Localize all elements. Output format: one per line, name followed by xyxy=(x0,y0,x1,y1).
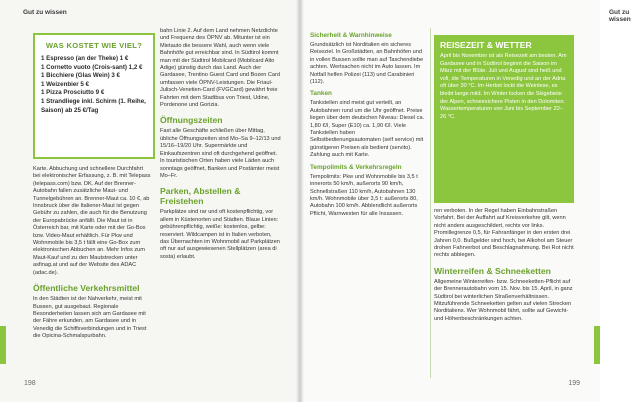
price-list xyxy=(35,55,153,115)
running-head-right: Gut zu wissen xyxy=(609,9,631,23)
price-item: 1 Strandliege inkl. Schirm (1. Reihe, Saison) ab 25 €/Tag xyxy=(41,97,146,114)
column-divider xyxy=(430,28,431,378)
paragraph: bahn Linie 2. Auf dem Land nehmen Netzdichte und Frequenz des ÖPNV ab. Mitunter ist ein Mietauto die bessere Wahl, auch wenn viele Bahnhöfe gut erreichbar sind. In Südtirol kommt man mit der Südtirol Mobilcard (Mobilcard Alto Adige) günstig durch das Land. Auch der Gardasee, Trentino Guest Card und Bozen Card umfassen viele ÖPNV-Leistungen. Die Friaul-Julisch-Venetien-Card (FVGCard) gewährt freie Fahrten mit dem Stadtbus von Triest, Udine, Pordenone und Gorizia. xyxy=(160,28,281,109)
price-box xyxy=(33,33,155,159)
right-page xyxy=(300,0,631,402)
left-col-2 xyxy=(160,28,282,378)
heading-winter-tyres: Winterreifen & Schneeketten xyxy=(434,265,551,276)
heading-speed-limits: Tempolimits & Verkehrsregeln xyxy=(310,163,402,171)
book-gutter xyxy=(296,0,304,402)
paragraph: Fast alle Geschäfte schließen über Mittag, übliche Öffnungszeiten sind Mo–Sa 9–12/13 und 15/16–19/20 Uhr. Supermärkte und Einkaufszentren sind oft durchgehend geöffnet. In touristischen Orten haben viele Läden auch sonntags geöffnet, Banken und Postämter meist Mo–Fr. xyxy=(160,128,281,179)
travel-box-title: REISEZEIT & WETTER xyxy=(440,40,532,50)
chapter-tab-left xyxy=(0,326,6,364)
price-item: 1 Weizenbier 5 € xyxy=(41,80,90,88)
running-head-left: Gut zu wissen xyxy=(23,9,67,16)
travel-box-text: April bis November ist als Reisezeit am besten. Am Gardasee und in Südtirol beginnt die Saison im März mit der Blüte. Juli und August sind heiß und voll, die Temperaturen in Venedig und an der Adria oft über 30 °C. Im Herbst lockt die Weinlese, es bleibt lange mild. Im Winter locken die Skigebiete der Alpen, schneesichere Pisten in den Dolomiten. Wassertemperaturen von Juni bis September 22–26 °C. xyxy=(440,53,567,120)
chapter-tab-right xyxy=(594,326,600,364)
page-number-right: 199 xyxy=(568,380,580,387)
heading-parking: Parken, Abstellen & Freistehen xyxy=(160,186,241,207)
paragraph: Parkplätze sind rar und oft kostenpflichtig, vor allem in Küstenorten und Städten. Blaue Linien: gebührenpflichtig, weiße: kostenlos, gelbe: reserviert. Wildcampen ist in Italien verboten, das Übernachten im Wohnmobil auf Parkplätzen oft nur auf ausgewiesenen Stellplätzen (area di sosta) erlaubt. xyxy=(160,209,280,260)
price-box-title: WAS KOSTET WIE VIEL? xyxy=(45,41,143,50)
paragraph: Karte. Abbuchung und schnellere Durchfahrt bei elektronischer Erfassung, z. B. mit Telepass (telepass.com) bzw. DK. Auf der Brenner-Autobahn fallen zusätzliche Maut- und Tunnelgebühren an. Brenner-Maut ca. 10 €, ab Innsbruck über die Italiener-Maut ist gegen Gebühr zu zahlen, die auch für die Benutzung der Europabrücke anfällt. Die Maut ist in Österreich bar, mit Karte oder mit der Go-Box bzw. Video-Maut erhältlich. Für Pkw und Wohnmobile bis 3,5 t fällt eine Go-Box zum elektronischen Abbuchen an. Mehr Infos zum Maut-Kauf und zu den Mautstrecken unter asfinag.at und auf der Website des ADAC (adac.de). xyxy=(33,166,151,276)
price-item: 1 Pizza Prosciutto 9 € xyxy=(41,89,105,97)
paragraph: Allgemeine Winterreifen- bzw. Schneeketten-Pflicht auf der Brennerautobahn vom 15. Nov. bis 15. April, in ganz Südtirol bei winterlichen Straßenverhältnissen. Mitzuführende Schneeketten gelten auf vielen Strecken Norditaliens. Wer Wohnmobil fährt, sollte auf Gewicht- und Höhenbeschränkungen achten. xyxy=(434,278,573,322)
right-col-2-lower xyxy=(434,208,574,378)
travel-season-box xyxy=(434,35,574,203)
paragraph: Grundsätzlich ist Norditalien ein sicheres Reiseziel. In Großstädten, an Bahnhöfen und in vollen Bussen sollte man auf Taschendiebe achten. Wertsachen nicht im Auto lassen. Im Notfall helfen Polizei (113) und Carabinieri (112). xyxy=(310,42,424,86)
paragraph: ren verboten. In der Regel haben Einbahnstraßen Vorfahrt. Bei der Auffahrt auf Kreisverkehre gilt, wenn nicht anders ausgeschildert, rechts vor links. Promillegrenze 0,5, für Fahranfänger in den ersten drei Jahren 0,0. Bußgelder sind hoch, bei Alkohol am Steuer drohen Fahrverbot und Beschlagnahmung. Bei Rot nicht rechts abbiegen. xyxy=(434,208,574,259)
left-page xyxy=(0,0,300,402)
price-item: 1 Cornetto vuoto (Crois-sant) 1,2 € xyxy=(41,63,143,71)
left-col-1-lower xyxy=(33,166,151,376)
paragraph: In den Städten ist der Nahverkehr, meist mit Bussen, gut ausgebaut. Regionale Besonderheiten lassen sich am Gardasee mit der Fähre erkunden, am Gardasee und in Venedig die Schiffsverbindungen und in Triest die Opicina-Schmalspurbahn. xyxy=(33,296,147,340)
right-col-1 xyxy=(310,28,426,378)
heading-public-transport: Öffentliche Verkehrsmittel xyxy=(33,283,140,294)
page-number-left: 198 xyxy=(24,380,36,387)
paragraph: Tempolimits: Pkw und Wohnmobile bis 3,5 t innerorts 50 km/h, außerorts 90 km/h, Schnellstraßen 110 km/h, Autobahnen 130 km/h. Wohnmobile über 3,5 t: außerorts 80, Autobahn 100 km/h. Abblendlicht außerorts Pflicht, Warnwesten für alle Insassen. xyxy=(310,173,418,217)
paragraph: Tankstellen sind meist gut verteilt, an Autobahnen rund um die Uhr geöffnet. Preise liegen über dem deutschen Niveau: Diesel ca. 1,80 €/l, Super (E10) ca. 1,90 €/l. Viele Tankstellen haben Selbstbedienungsautomaten (self service) mit günstigeren Preisen als bedient (servito). Zahlung auch mit Karte. xyxy=(310,100,425,159)
price-item: 1 Bicchiere (Glas Wein) 3 € xyxy=(41,72,120,80)
price-item: 1 Espresso (an der Theke) 1 € xyxy=(41,55,129,62)
heading-opening-hours: Öffnungszeiten xyxy=(160,115,223,126)
heading-safety: Sicherheit & Warnhinweise xyxy=(310,32,392,39)
heading-fuel: Tanken xyxy=(310,90,332,98)
